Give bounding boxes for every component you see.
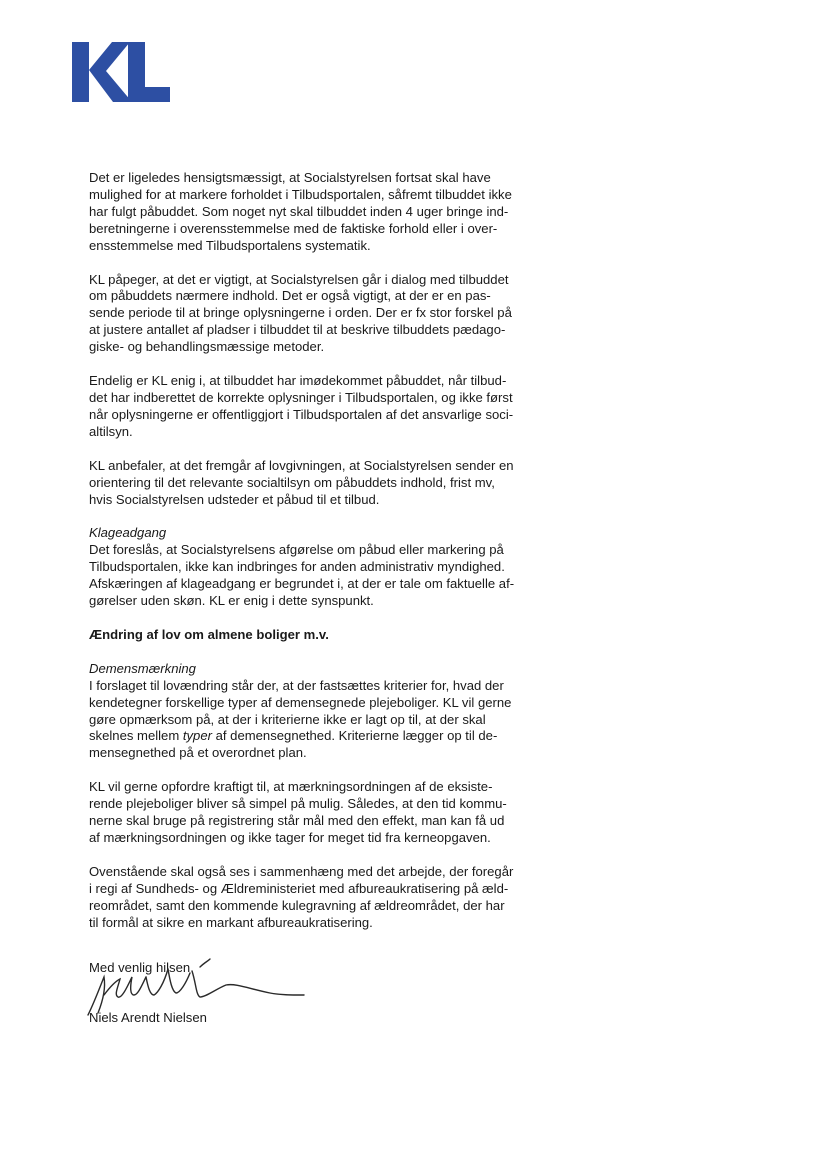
paragraph: KL vil gerne opfordre kraftigt til, at mærkningsordningen af de eksiste- rende plejeboliger bliver så simpel på mulig. Således, at den tid kommu- nerne skal bruge på registrering står mål med den effekt, man kan få ud af mærkningsordningen og ikke tager for meget tid fra kerneopgaven.: [89, 779, 507, 845]
section-heading: Ændring af lov om almene boliger m.v.: [89, 626, 329, 642]
signer-name: Niels Arendt Nielsen: [89, 1010, 207, 1025]
kl-logo: [72, 40, 170, 104]
closing-text: Med venlig hilsen: [89, 960, 191, 975]
subheading-demensmaerkning: Demensmærkning: [89, 660, 196, 676]
paragraph: Det foreslås, at Socialstyrelsens afgørelse om påbud eller markering på Tilbudsportalen, ikke kan indbringes for anden administrativ myndighed. Afskæringen af klageadgang er begrundet i, at der er tale om faktuelle af- gørelser uden skøn. KL er enig i dette synspunkt.: [89, 542, 515, 609]
paragraph: KL anbefaler, at det fremgår af lovgivningen, at Socialstyrelsen sender en orientering til det relevante socialtilsyn om påbuddets indhold, frist mv, hvis Socialstyrelsen udsteder et påbud til et tilbud.: [89, 457, 514, 507]
letter-body: [89, 170, 564, 932]
paragraph: Det er ligeledes hensigtsmæssigt, at Socialstyrelsen fortsat skal have mulighed for at markere forholdet i Tilbudsportalen, såfremt tilbuddet ikke har fulgt påbuddet. Som noget nyt skal tilbuddet inden 4 uger bringe ind- beretningerne i overensstemmelse med de faktiske forhold eller i over- ensstemmelse med Tilbudsportalens systematik.: [89, 170, 512, 253]
paragraph: [89, 678, 564, 763]
paragraph-part: af demensegnethed. Kriterierne lægger op til de- mensegnethed på et overordnet plan.: [89, 728, 498, 761]
emphasis-text: typer: [182, 728, 212, 744]
paragraph: Ovenstående skal også ses i sammenhæng med det arbejde, der foregår i regi af Sundheds- og Ældreministeriet med afbureaukratisering på æld- reområdet, samt den kommende kulegravning af ældreområdet, der har til formål at sikre en markant afbureaukratisering.: [89, 863, 514, 930]
paragraph: Endelig er KL enig i, at tilbuddet har imødekommet påbuddet, når tilbud- det har indberettet de korrekte oplysninger i Tilbudsportalen, og ikke først når oplysningerne er offentliggjort i Tilbudsportalen af det ansvarlige soci- altilsyn.: [89, 373, 514, 439]
paragraph: KL påpeger, at det er vigtigt, at Socialstyrelsen går i dialog med tilbuddet om påbuddets nærmere indhold. Det er også vigtigt, at der er en pas- sende periode til at bringe oplysningerne i orden. Der er fx stor forskel på at justere antallet af pladser i tilbuddet til at beskrive tilbuddets pædago- giske- og behandlingsmæssige metoder.: [89, 271, 512, 355]
subheading-klageadgang: Klageadgang: [89, 525, 167, 541]
paragraph-part: I forslaget til lovændring står der, at der fastsættes kriterier for, hvad der kendetegner forskellige typer af demensegnede plejeboliger. KL vil gerne gøre opmærksom på, at der i kriterierne ikke er lagt op til, at der skal skelnes mellem: [89, 677, 512, 744]
